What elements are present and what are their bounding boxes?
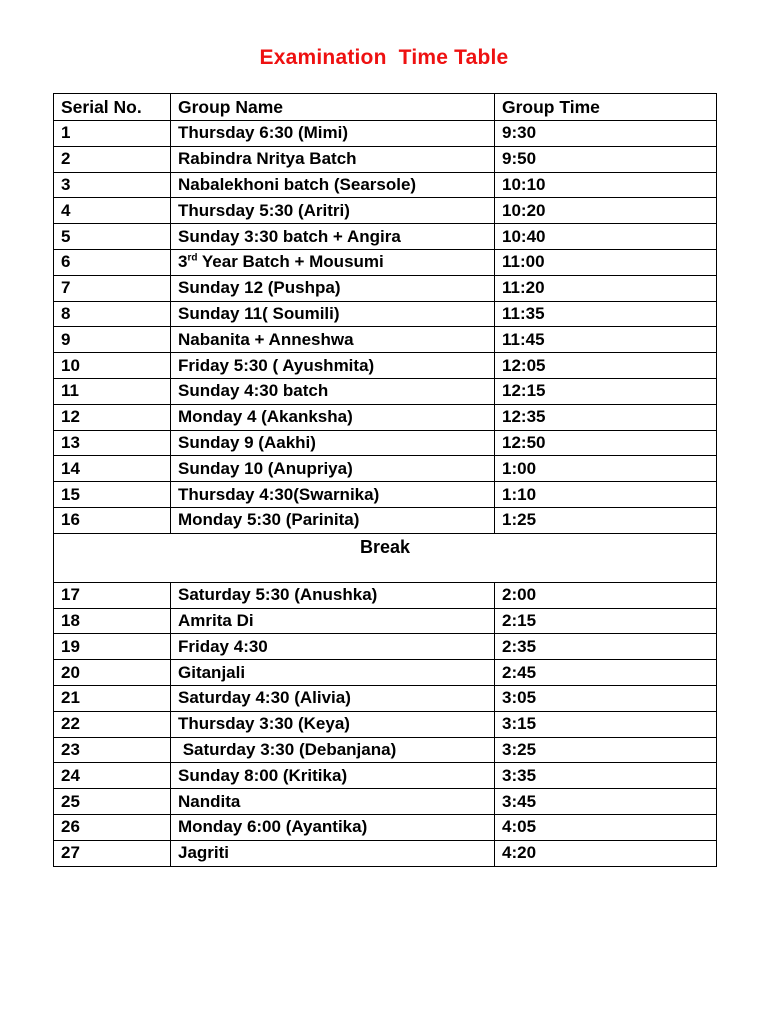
group-time-cell: 10:40 — [495, 224, 717, 250]
group-name-cell: Thursday 5:30 (Aritri) — [171, 198, 495, 224]
group-time-cell: 2:15 — [495, 608, 717, 634]
group-name-superscript: rd — [187, 252, 198, 264]
serial-cell: 10 — [54, 353, 171, 379]
group-time-cell: 3:05 — [495, 685, 717, 711]
group-time-cell: 10:20 — [495, 198, 717, 224]
page-title: Examination Time Table — [259, 46, 509, 69]
group-time-cell: 9:30 — [495, 121, 717, 147]
group-name-cell: Sunday 10 (Anupriya) — [171, 456, 495, 482]
group-time-cell: 12:35 — [495, 404, 717, 430]
group-name-cell: Thursday 4:30(Swarnika) — [171, 482, 495, 508]
serial-cell: 5 — [54, 224, 171, 250]
group-time-cell: 3:15 — [495, 711, 717, 737]
table-row — [54, 275, 717, 301]
group-name-cell: Nabalekhoni batch (Searsole) — [171, 172, 495, 198]
header-row — [54, 94, 717, 121]
group-time-cell: 4:05 — [495, 814, 717, 840]
break-label: Break — [54, 533, 717, 582]
group-time-cell: 1:25 — [495, 507, 717, 533]
serial-cell: 1 — [54, 121, 171, 147]
group-time-cell: 9:50 — [495, 146, 717, 172]
table-row — [54, 634, 717, 660]
serial-cell: 21 — [54, 685, 171, 711]
serial-cell: 12 — [54, 404, 171, 430]
group-name-cell: Nandita — [171, 789, 495, 815]
group-name-cell: Gitanjali — [171, 660, 495, 686]
serial-cell: 3 — [54, 172, 171, 198]
group-time-cell: 3:45 — [495, 789, 717, 815]
serial-cell: 25 — [54, 789, 171, 815]
group-time-cell: 11:20 — [495, 275, 717, 301]
table-row — [54, 172, 717, 198]
group-name-cell: Sunday 8:00 (Kritika) — [171, 763, 495, 789]
group-name-cell: Friday 4:30 — [171, 634, 495, 660]
table-row — [54, 482, 717, 508]
group-time-cell: 1:10 — [495, 482, 717, 508]
group-time-cell: 2:45 — [495, 660, 717, 686]
group-name-cell: Sunday 9 (Aakhi) — [171, 430, 495, 456]
serial-cell: 11 — [54, 378, 171, 404]
table-row — [54, 146, 717, 172]
group-name-cell: Sunday 12 (Pushpa) — [171, 275, 495, 301]
serial-cell: 19 — [54, 634, 171, 660]
group-name-cell: Saturday 5:30 (Anushka) — [171, 582, 495, 608]
serial-cell: 27 — [54, 840, 171, 866]
serial-cell: 6 — [54, 249, 171, 275]
table-row — [54, 737, 717, 763]
group-time-cell: 1:00 — [495, 456, 717, 482]
serial-cell: 20 — [54, 660, 171, 686]
table-body-after-break — [54, 582, 717, 866]
table-row — [54, 378, 717, 404]
group-name-cell: Monday 5:30 (Parinita) — [171, 507, 495, 533]
table-row — [54, 711, 717, 737]
group-name-cell: Monday 6:00 (Ayantika) — [171, 814, 495, 840]
break-section — [54, 533, 717, 582]
group-time-cell: 2:35 — [495, 634, 717, 660]
serial-cell: 15 — [54, 482, 171, 508]
timetable — [53, 93, 717, 867]
table-row — [54, 507, 717, 533]
group-time-cell: 12:50 — [495, 430, 717, 456]
table-row — [54, 249, 717, 275]
break-row — [54, 533, 717, 582]
group-name-cell: Rabindra Nritya Batch — [171, 146, 495, 172]
serial-cell: 14 — [54, 456, 171, 482]
table-row — [54, 301, 717, 327]
table-row — [54, 404, 717, 430]
group-name-cell: Monday 4 (Akanksha) — [171, 404, 495, 430]
table-row — [54, 814, 717, 840]
group-name-cell: Sunday 4:30 batch — [171, 378, 495, 404]
group-name-cell: Nabanita + Anneshwa — [171, 327, 495, 353]
table-row — [54, 456, 717, 482]
group-name-cell: Jagriti — [171, 840, 495, 866]
table-row — [54, 224, 717, 250]
group-name-cell: Thursday 6:30 (Mimi) — [171, 121, 495, 147]
group-time-cell: 4:20 — [495, 840, 717, 866]
table-row — [54, 430, 717, 456]
group-name-cell: Saturday 4:30 (Alivia) — [171, 685, 495, 711]
table-body-before-break — [54, 121, 717, 534]
group-time-cell: 3:35 — [495, 763, 717, 789]
column-header-group-time: Group Time — [495, 94, 717, 121]
serial-cell: 26 — [54, 814, 171, 840]
group-time-cell: 12:05 — [495, 353, 717, 379]
group-name-cell: Sunday 3:30 batch + Angira — [171, 224, 495, 250]
serial-cell: 7 — [54, 275, 171, 301]
group-name-cell: Sunday 11( Soumili) — [171, 301, 495, 327]
group-name-cell: Friday 5:30 ( Ayushmita) — [171, 353, 495, 379]
serial-cell: 18 — [54, 608, 171, 634]
table-row — [54, 327, 717, 353]
column-header-group-name: Group Name — [171, 94, 495, 121]
group-time-cell: 2:00 — [495, 582, 717, 608]
table-row — [54, 608, 717, 634]
group-time-cell: 10:10 — [495, 172, 717, 198]
table-row — [54, 763, 717, 789]
table-row — [54, 121, 717, 147]
serial-cell: 2 — [54, 146, 171, 172]
group-name-prefix: 3 — [178, 252, 188, 272]
group-name-cell — [171, 249, 495, 275]
table-row — [54, 789, 717, 815]
table-row — [54, 582, 717, 608]
group-time-cell: 3:25 — [495, 737, 717, 763]
group-name-cell: Saturday 3:30 (Debanjana) — [171, 737, 495, 763]
group-time-cell: 11:35 — [495, 301, 717, 327]
table-row — [54, 353, 717, 379]
group-time-cell: 11:45 — [495, 327, 717, 353]
column-header-serial: Serial No. — [54, 94, 171, 121]
serial-cell: 16 — [54, 507, 171, 533]
group-time-cell: 11:00 — [495, 249, 717, 275]
table-row — [54, 840, 717, 866]
serial-cell: 23 — [54, 737, 171, 763]
serial-cell: 22 — [54, 711, 171, 737]
serial-cell: 13 — [54, 430, 171, 456]
table-row — [54, 198, 717, 224]
group-name-text: Year Batch + Mousumi — [197, 252, 384, 272]
serial-cell: 24 — [54, 763, 171, 789]
group-time-cell: 12:15 — [495, 378, 717, 404]
table-row — [54, 660, 717, 686]
group-name-cell: Thursday 3:30 (Keya) — [171, 711, 495, 737]
serial-cell: 9 — [54, 327, 171, 353]
serial-cell: 4 — [54, 198, 171, 224]
table-row — [54, 685, 717, 711]
serial-cell: 8 — [54, 301, 171, 327]
serial-cell: 17 — [54, 582, 171, 608]
group-name-cell: Amrita Di — [171, 608, 495, 634]
